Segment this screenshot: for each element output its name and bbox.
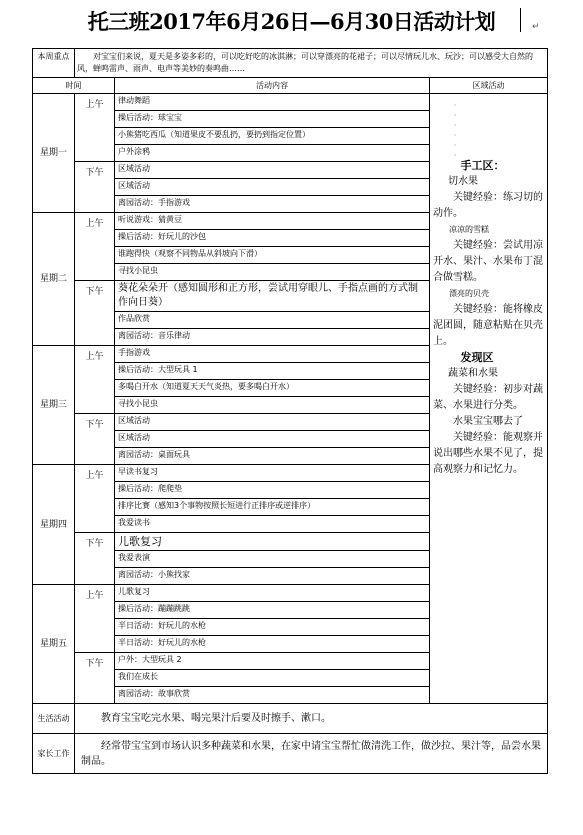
afternoon-label: 下午 xyxy=(75,162,115,213)
afternoon-label: 下午 xyxy=(75,414,115,465)
header-time: 时间 xyxy=(33,78,115,94)
region-activities xyxy=(430,94,548,704)
life-activity-text: 教育宝宝吃完水果、喝完果汁后要及时擦手、漱口。 xyxy=(75,704,548,734)
activity-cell: 区域活动 xyxy=(115,179,430,196)
region-spacer: ． xyxy=(454,109,461,117)
activity-cell: 手指游戏 xyxy=(115,346,430,363)
activity-cell: 操后活动：爬爬垫 xyxy=(115,482,430,499)
afternoon-label: 下午 xyxy=(75,653,115,704)
weekday-label: 星期四 xyxy=(33,465,75,585)
weekday-label: 星期二 xyxy=(33,213,75,346)
activity-cell: 离园活动：桌面玩具 xyxy=(115,448,430,465)
parent-work-row xyxy=(33,734,548,774)
region-key4: 关键经验：初步对蔬菜、水果进行分类。 xyxy=(433,384,543,411)
afternoon-label: 下午 xyxy=(75,533,115,585)
activity-cell: 听说游戏：猜黄豆 xyxy=(115,213,430,230)
header-activity: 活动内容 xyxy=(115,78,430,94)
plan-table xyxy=(32,48,548,774)
afternoon-label: 下午 xyxy=(75,281,115,346)
morning-label: 上午 xyxy=(75,585,115,653)
activity-cell: 操后活动：球宝宝 xyxy=(115,111,430,128)
paragraph-mark-icon: ↵ xyxy=(532,22,540,32)
text-cursor xyxy=(520,8,521,32)
region-spacer: ． xyxy=(454,149,461,157)
region-key1: 关键经验：练习切的动作。 xyxy=(433,192,543,219)
activity-cell: 操后活动：蹦蹦跳跳 xyxy=(115,602,430,619)
region-spacer: ． xyxy=(454,139,461,147)
page-title: 托三班2017年6月26日—6月30日活动计划 xyxy=(87,9,496,34)
activity-cell: 寻找小昆虫 xyxy=(115,264,430,281)
region-item5: 水果宝宝哪去了 xyxy=(453,416,523,427)
activity-cell: 寻找小昆虫 xyxy=(115,397,430,414)
weekday-label: 星期五 xyxy=(33,585,75,704)
activity-cell: 我爱表演 xyxy=(115,551,430,568)
activity-cell: 户外：大型玩具 2 xyxy=(115,653,430,670)
region-spacer: ． xyxy=(454,129,461,137)
activity-cell: 儿歌复习 xyxy=(115,533,430,551)
activity-cell: 离园活动：故事欣赏 xyxy=(115,687,430,704)
life-activity-label: 生活活动 xyxy=(33,704,75,734)
region-title2: 发现区 xyxy=(460,351,494,364)
activity-cell: 离园活动：小熊找家 xyxy=(115,568,430,585)
region-item2: 凉凉的雪糕 xyxy=(449,225,489,234)
activity-cell: 区域活动 xyxy=(115,431,430,448)
region-key3: 关键经验：能将橡皮泥团圆，随意粘贴在贝壳上。 xyxy=(433,304,543,347)
activity-cell: 多喝白开水（知道夏天天气炎热，要多喝白开水） xyxy=(115,380,430,397)
morning-label: 上午 xyxy=(75,465,115,533)
activity-cell: 我们在成长 xyxy=(115,670,430,687)
parent-work-text: 经常带宝宝到市场认识多种蔬菜和水果，在家中请宝宝帮忙做清洗工作，做沙拉、果汁等，品尝水果制品。 xyxy=(75,734,548,774)
region-item1: 切水果 xyxy=(448,176,478,187)
weekday-label: 星期一 xyxy=(33,94,75,213)
weekly-focus-label: 本周重点 xyxy=(33,49,75,78)
activity-cell: 户外涂鸦 xyxy=(115,145,430,162)
parent-work-label: 家长工作 xyxy=(33,734,75,774)
activity-cell: 排序比赛（感知3个事物按照长短进行正排序或逆排序） xyxy=(115,499,430,516)
activity-cell: 半日活动：好玩儿的水枪 xyxy=(115,636,430,653)
region-key2: 关键经验：尝试用凉开水、果汁、水果布丁混合做雪糕。 xyxy=(433,240,543,283)
region-item3: 漂亮的贝壳 xyxy=(449,289,489,298)
region-spacer: ． xyxy=(454,119,461,127)
region-title1: 手工区： xyxy=(460,159,505,172)
morning-label: 上午 xyxy=(75,346,115,414)
activity-cell: 小熊猪吃西瓜（知道果皮不要乱扔，要扔到指定位置） xyxy=(115,128,430,145)
activity-cell: 儿歌复习 xyxy=(115,585,430,602)
activity-cell: 半日活动：好玩儿的水枪 xyxy=(115,619,430,636)
life-activity-row xyxy=(33,704,548,734)
weekday-label: 星期三 xyxy=(33,346,75,465)
morning-label: 上午 xyxy=(75,213,115,281)
activity-cell: 早读书复习 xyxy=(115,465,430,482)
header-region: 区域活动 xyxy=(430,78,548,94)
activity-cell: 作品欣赏 xyxy=(115,312,430,329)
activity-cell: 操后活动：大型玩具 1 xyxy=(115,363,430,380)
region-key5: 关键经验：能观察并说出哪些水果不见了，提高观察力和记忆力。 xyxy=(433,432,543,475)
table-row xyxy=(33,94,548,111)
activity-cell: 区域活动 xyxy=(115,162,430,179)
morning-label: 上午 xyxy=(75,94,115,162)
region-item4: 蔬菜和水果 xyxy=(448,368,498,379)
activity-cell: 离园活动：音乐律动 xyxy=(115,329,430,346)
activity-cell: 葵花朵朵开（感知圆形和正方形，尝试用穿眼儿、手指点画的方式制作向日葵） xyxy=(115,281,430,312)
activity-cell: 谁跑得快（观察不同物品从斜坡向下滑） xyxy=(115,247,430,264)
activity-cell: 操后活动：好玩儿的沙包 xyxy=(115,230,430,247)
activity-cell: 律动舞蹈 xyxy=(115,94,430,111)
activity-cell: 离园活动：手指游戏 xyxy=(115,196,430,213)
weekly-focus-text: 对宝宝们来说，夏天是多姿多彩的，可以吃好吃的冰淇淋；可以穿漂亮的花裙子；可以尽情玩儿水、玩沙；可以感受大自然的风，蝉鸣雷声、雨声、电声等美妙的奏鸣曲…… xyxy=(75,49,548,78)
activity-cell: 区域活动 xyxy=(115,414,430,431)
region-spacer: ． xyxy=(454,99,461,107)
activity-cell: 我爱读书 xyxy=(115,516,430,533)
